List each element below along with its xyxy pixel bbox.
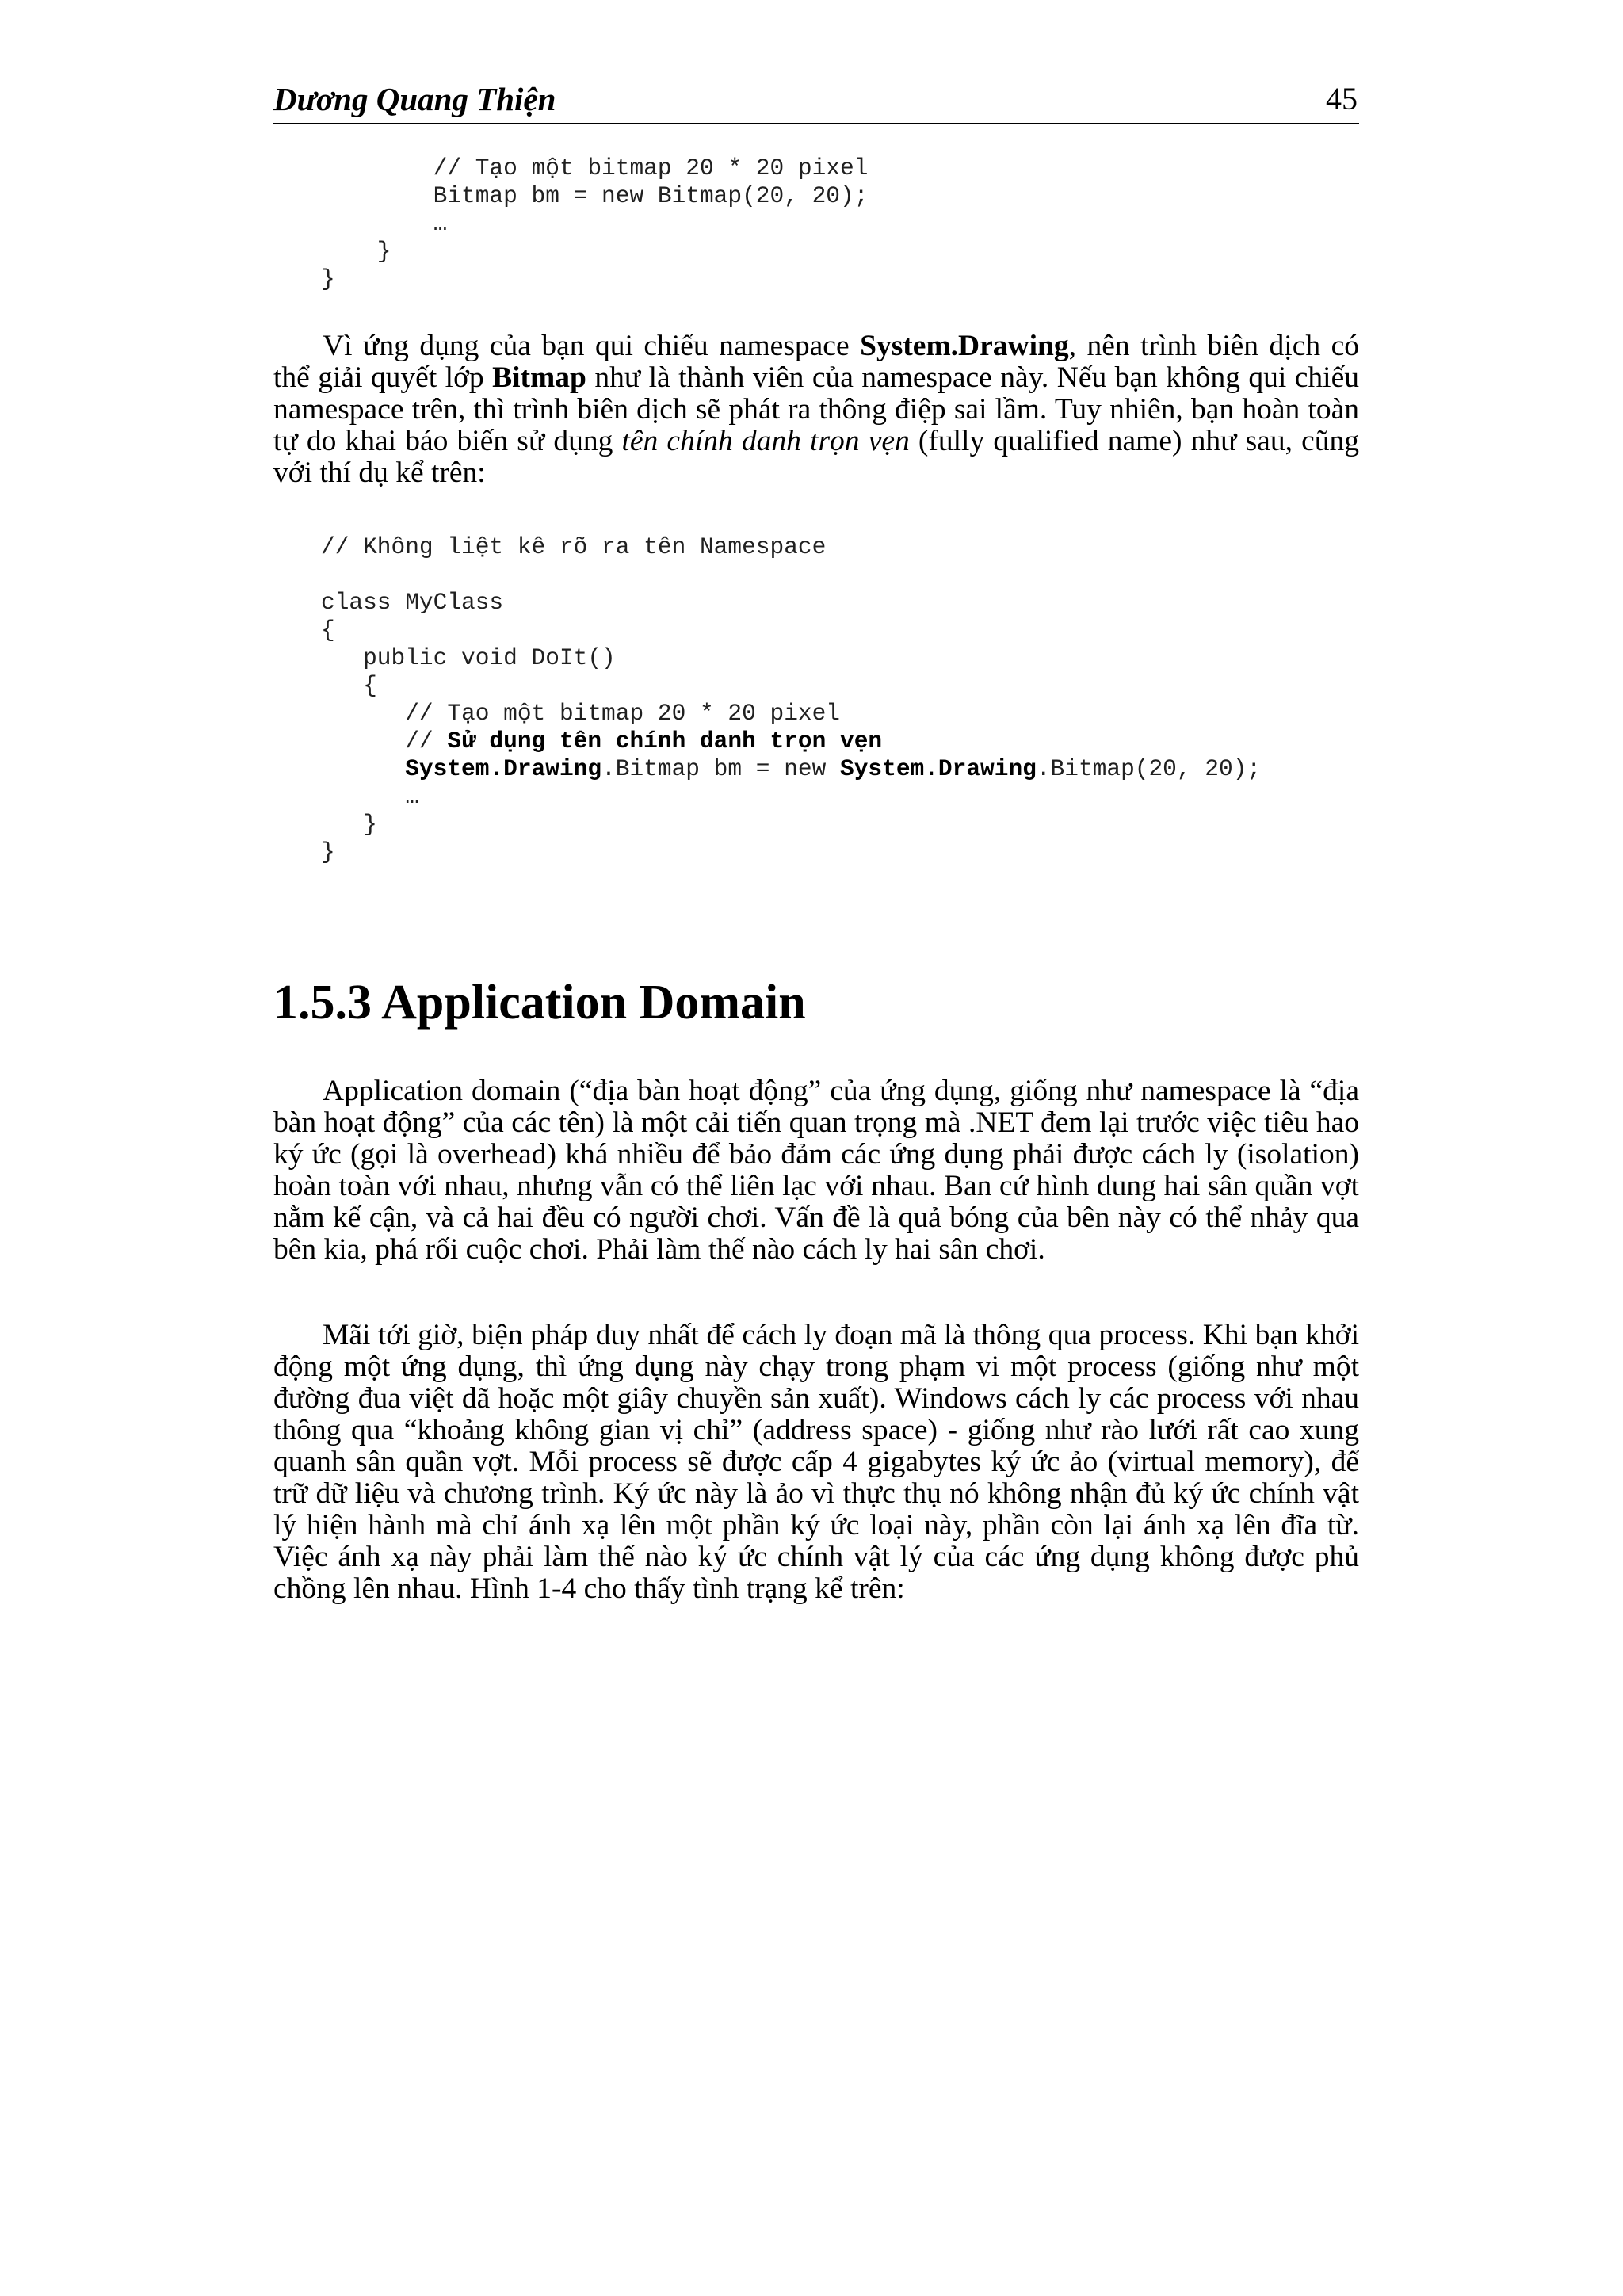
code-line: … bbox=[321, 783, 419, 810]
page-number: 45 bbox=[1326, 81, 1358, 117]
code-line: … bbox=[321, 210, 448, 237]
paragraph-namespace-explanation: Vì ứng dụng của bạn qui chiếu namespace System.Drawing, nên trình biên dịch có thể giải quyết lớp Bitmap như là thành viên của namespace này. Nếu bạn không qui chiếu namespace trên, thì trình biên dịch sẽ phát ra thông điệp sai lầm. Tuy nhiên, bạn hoàn toàn tự do khai báo biến sử dụng tên chính danh trọn vẹn (fully qualified name) như sau, cũng với thí dụ kể trên: bbox=[273, 330, 1359, 489]
paragraph-process-isolation: Mãi tới giờ, biện pháp duy nhất để cách ly đoạn mã là thông qua process. Khi bạn khởi động một ứng dụng, thì ứng dụng này chạy trong phạm vi một process (giống như một đường đua việt dã hoặc một giây chuyền sản xuất). Windows cách ly các process với nhau thông qua “khoảng không gian vị chỉ” (address space) - giống như rào lưới rất cao xung quanh sân quần vợt. Mỗi process sẽ được cấp 4 gigabytes ký ức ảo (virtual memory), để trữ dữ liệu và chương trình. Ký ức này là ảo vì thực thụ nó không nhận đủ ký ức chính vật lý hiện hành mà chỉ ánh xạ lên một phần ký ức loại này, phần còn lại ánh xạ lên đĩa từ. Việc ánh xạ này phải làm thế nào ký ức chính vật lý của các ứng dụng không được phủ chồng lên nhau. Hình 1-4 cho thấy tình trạng kể trên: bbox=[273, 1319, 1359, 1605]
code-line: // Sử dụng tên chính danh trọn vẹn bbox=[321, 728, 883, 755]
bold-term-bitmap: Bitmap bbox=[492, 361, 586, 394]
code-line: } bbox=[321, 266, 335, 292]
code-line: } bbox=[321, 839, 335, 865]
code-line: Bitmap bm = new Bitmap(20, 20); bbox=[321, 182, 869, 209]
paragraph-application-domain: Application domain (“địa bàn hoạt động” của ứng dụng, giống như namespace là “địa bàn hoạt động” của các tên) là một cải tiến quan trọng mà .NET đem lại trước việc tiêu hao ký ức (gọi là overhead) khá nhiều để bảo đảm các ứng dụng phải được cách ly (isolation) hoàn toàn với nhau, nhưng vẫn có thể liên lạc với nhau. Ban cứ hình dung hai sân quần vợt nằm kế cận, và cả hai đều có người chơi. Vấn đề là quả bóng của bên này có thể nhảy qua bên kia, phá rối cuộc chơi. Phải làm thế nào cách ly hai sân chơi. bbox=[273, 1075, 1359, 1266]
code-block-bitmap bbox=[321, 155, 868, 293]
code-line: } bbox=[321, 238, 391, 265]
code-block-fully-qualified bbox=[321, 533, 1261, 866]
code-line: class MyClass bbox=[321, 589, 504, 616]
bold-term-system-drawing: System.Drawing bbox=[860, 330, 1069, 362]
code-line: // Không liệt kê rõ ra tên Namespace bbox=[321, 533, 827, 560]
code-line: } bbox=[321, 811, 377, 838]
code-line: // Tạo một bitmap 20 * 20 pixel bbox=[321, 155, 869, 181]
page-header bbox=[273, 75, 1359, 124]
code-line: // Tạo một bitmap 20 * 20 pixel bbox=[321, 700, 841, 727]
header-author: Dương Quang Thiện bbox=[273, 81, 556, 117]
section-heading: 1.5.3 Application Domain bbox=[273, 976, 806, 1030]
document-page bbox=[273, 75, 1359, 1605]
code-line: { bbox=[321, 617, 335, 644]
code-line: public void DoIt() bbox=[321, 644, 616, 671]
italic-term: tên chính danh trọn vẹn bbox=[621, 425, 910, 457]
code-line: { bbox=[321, 672, 377, 699]
code-line: System.Drawing.Bitmap bm = new System.Drawing.Bitmap(20, 20); bbox=[405, 755, 1262, 782]
